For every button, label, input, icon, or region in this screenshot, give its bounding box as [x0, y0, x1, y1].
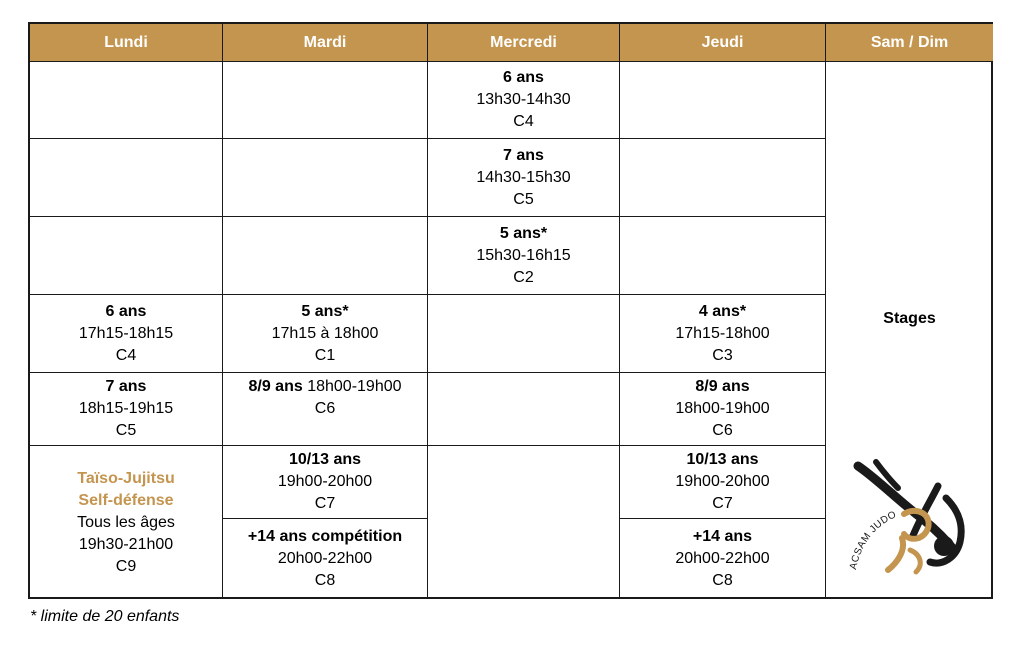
class-code: C4	[513, 113, 534, 130]
class-time: 19h00-20h00	[277, 473, 373, 490]
class-cell-lundi-2	[30, 373, 223, 446]
class-cell-lundi-taiso	[30, 446, 223, 599]
empty-cell	[620, 62, 826, 139]
empty-cell	[30, 62, 223, 139]
weekend-label: Stages	[883, 309, 936, 327]
class-code: C7	[314, 495, 336, 512]
class-time: 20h00-22h00	[675, 550, 770, 567]
class-title: 6 ans	[503, 69, 544, 86]
empty-cell	[428, 373, 620, 446]
class-cell-mercredi-2	[428, 139, 620, 217]
class-title: 10/13 ans	[686, 451, 759, 468]
class-time: 20h00-22h00	[277, 550, 373, 567]
class-cell-jeudi-1	[620, 295, 826, 373]
class-title: 10/13 ans	[288, 451, 362, 468]
empty-cell	[223, 217, 428, 295]
class-code: C1	[314, 346, 336, 364]
class-time: 17h15 à 18h00	[271, 324, 379, 342]
class-code: C2	[513, 268, 534, 286]
class-title: 7 ans	[105, 378, 147, 395]
class-code: C6	[314, 400, 336, 417]
class-time: 19h00-20h00	[675, 473, 770, 490]
empty-cell	[428, 295, 620, 373]
class-time: 19h30-21h00	[78, 535, 174, 553]
header-mardi: Mardi	[223, 24, 428, 62]
class-code: C5	[115, 422, 137, 439]
judo-logo-icon	[846, 458, 976, 583]
class-code: C5	[513, 190, 534, 208]
class-cell-mardi-2	[223, 373, 428, 446]
class-subtitle: Tous les âges	[77, 513, 175, 531]
class-time: 14h30-15h30	[476, 168, 571, 186]
header-jeudi: Jeudi	[620, 24, 826, 62]
club-logo	[846, 458, 976, 583]
class-title: +14 ans	[692, 528, 753, 545]
class-code: C8	[712, 572, 733, 589]
class-time: 13h30-14h30	[476, 91, 571, 108]
logo-text: ACSAM JUDO	[848, 509, 899, 571]
empty-cell	[428, 446, 620, 599]
header-lundi: Lundi	[30, 24, 223, 62]
footnote: * limite de 20 enfants	[30, 608, 180, 625]
class-cell-jeudi-3	[620, 446, 826, 519]
class-cell-mardi-4	[223, 519, 428, 599]
class-title: 6 ans	[105, 302, 147, 320]
class-title: 7 ans	[503, 146, 544, 164]
class-time: 18h00-19h00	[675, 400, 770, 417]
class-time: 17h15-18h00	[675, 324, 770, 342]
class-cell-jeudi-2	[620, 373, 826, 446]
empty-cell	[30, 139, 223, 217]
class-title-line2: Self-défense	[78, 491, 174, 509]
header-sam-dim: Sam / Dim	[826, 24, 993, 62]
class-cell-lundi-1	[30, 295, 223, 373]
class-title-line1: Taïso-Jujitsu	[77, 469, 175, 487]
empty-cell	[223, 62, 428, 139]
class-title: 8/9 ans	[248, 378, 303, 395]
class-cell-mardi-1	[223, 295, 428, 373]
header-mercredi: Mercredi	[428, 24, 620, 62]
class-title: 5 ans*	[499, 224, 548, 242]
class-time: 17h15-18h15	[78, 324, 174, 342]
class-code: C4	[115, 346, 137, 364]
empty-cell	[223, 139, 428, 217]
empty-cell	[620, 217, 826, 295]
class-cell-mercredi-1	[428, 62, 620, 139]
class-title: 5 ans*	[301, 302, 349, 320]
class-time: 18h15-19h15	[78, 400, 174, 417]
class-cell-jeudi-4	[620, 519, 826, 599]
class-cell-mardi-3	[223, 446, 428, 519]
class-title: 8/9 ans	[695, 378, 750, 395]
class-code: C9	[115, 557, 137, 575]
class-time: 15h30-16h15	[476, 246, 571, 264]
empty-cell	[620, 139, 826, 217]
class-code: C7	[712, 495, 733, 512]
empty-cell	[30, 217, 223, 295]
class-code: C8	[314, 572, 336, 589]
class-code: C6	[712, 422, 733, 439]
class-cell-mercredi-3	[428, 217, 620, 295]
class-title: +14 ans compétition	[247, 528, 403, 545]
class-time: 18h00-19h00	[307, 378, 402, 395]
class-code: C3	[712, 346, 733, 364]
class-title: 4 ans*	[698, 302, 747, 320]
